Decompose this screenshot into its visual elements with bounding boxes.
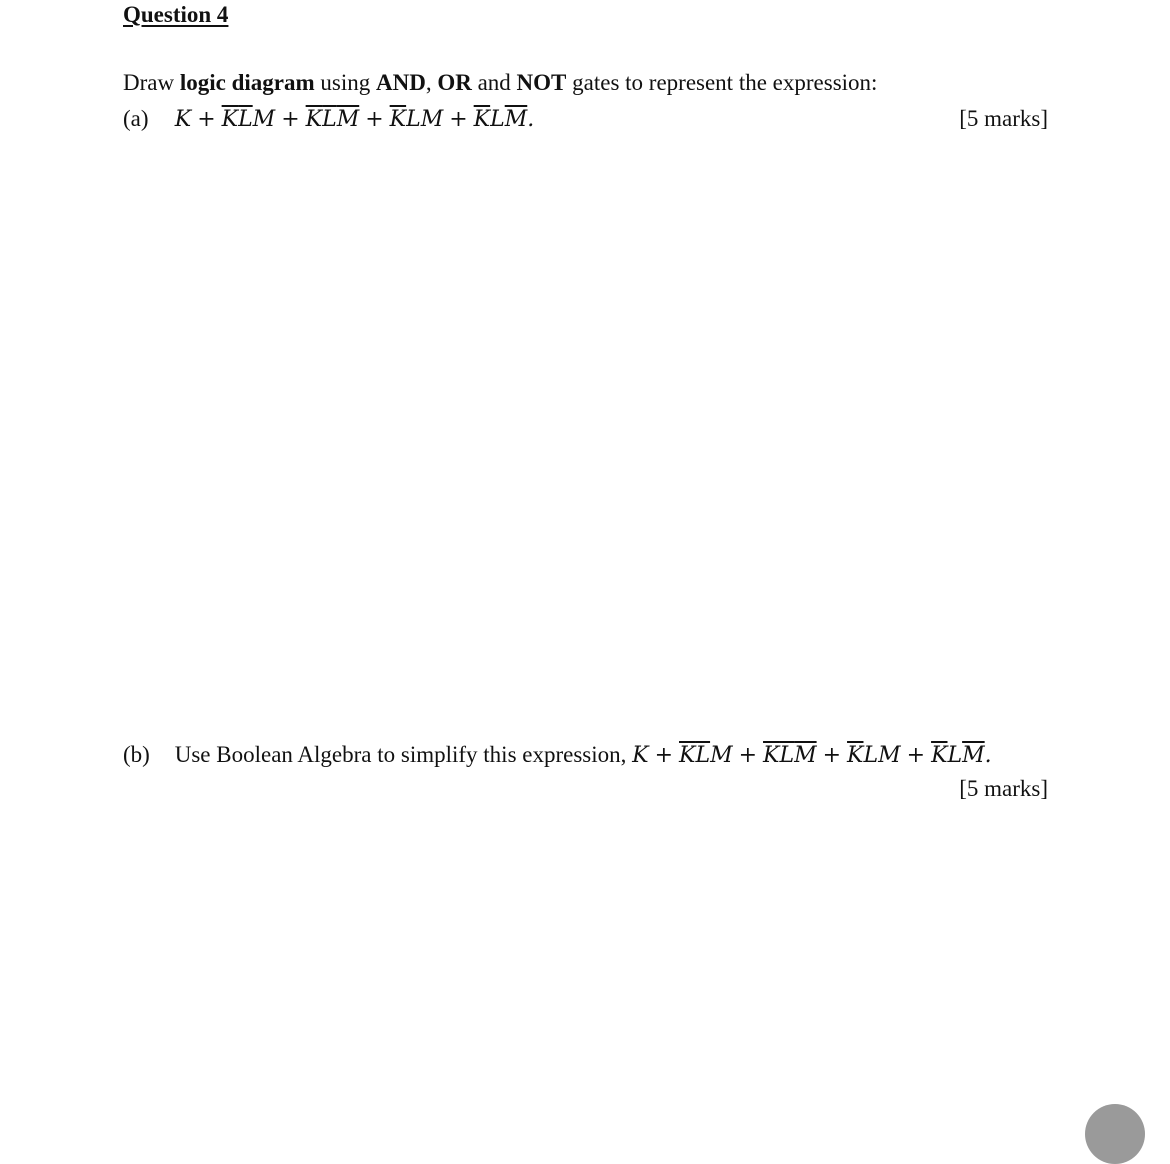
plus-sign: + bbox=[738, 743, 758, 768]
expr-var-k-bar: $\overline{K}$ bbox=[389, 107, 407, 132]
expr-var-l-bar: $\overline{L}$ bbox=[322, 107, 337, 132]
expr-var-k-bar: $\overline{K}$ bbox=[221, 107, 239, 132]
plus-sign: + bbox=[281, 107, 300, 132]
expr-var-l-bar: $\overline{L}$ bbox=[779, 743, 795, 768]
plus-sign: + bbox=[197, 107, 216, 132]
part-a-line bbox=[123, 106, 534, 132]
expr-var-m: M bbox=[710, 743, 733, 768]
expr-var-k-bar: $\overline{K}$ bbox=[847, 743, 864, 768]
part-b-expression bbox=[632, 743, 992, 768]
expr-var-l-bar: $\overline{L}$ bbox=[238, 107, 253, 132]
instruction-text: Draw bbox=[123, 70, 180, 95]
expr-var-k-bar: $\overline{K}$ bbox=[305, 107, 323, 132]
instruction-bold-logic-diagram: logic diagram bbox=[179, 70, 315, 95]
part-a-label: (a) bbox=[123, 106, 149, 131]
expr-var-k-bar: $\overline{K}$ bbox=[679, 743, 696, 768]
expr-term-k: K bbox=[174, 107, 192, 132]
part-b-line bbox=[123, 742, 992, 768]
instruction-bold-or: OR bbox=[437, 70, 472, 95]
expr-period: . bbox=[527, 107, 535, 132]
question-instruction bbox=[123, 70, 877, 96]
instruction-bold-and: AND bbox=[375, 70, 426, 95]
expr-var-k-bar: $\overline{K}$ bbox=[931, 743, 948, 768]
part-b-marks: [5 marks] bbox=[959, 776, 1048, 801]
instruction-text: and bbox=[471, 70, 517, 95]
expr-var-l-bar: $\overline{L}$ bbox=[695, 743, 711, 768]
plus-sign: + bbox=[906, 743, 926, 768]
part-a-marks: [5 marks] bbox=[959, 106, 1048, 131]
expr-var-l: L bbox=[947, 743, 963, 768]
expr-var-lm: LM bbox=[406, 107, 444, 132]
expr-var-m-bar: $\overline{M}$ bbox=[962, 743, 985, 768]
expr-var-lm: LM bbox=[863, 743, 901, 768]
expr-var-k-bar: $\overline{K}$ bbox=[473, 107, 491, 132]
question-heading: Question 4 bbox=[123, 2, 229, 27]
part-a-expression bbox=[175, 107, 535, 132]
plus-sign: + bbox=[449, 107, 468, 132]
expr-var-l: L bbox=[490, 107, 505, 132]
expr-var-m-bar: $\overline{M}$ bbox=[794, 743, 817, 768]
expr-term-k: K bbox=[632, 743, 649, 768]
instruction-text: gates to represent the expression: bbox=[566, 70, 878, 95]
instruction-text: , bbox=[425, 70, 438, 95]
expr-period: . bbox=[984, 743, 992, 768]
expr-var-m: M bbox=[252, 107, 276, 132]
expr-var-m-bar: $\overline{M}$ bbox=[504, 107, 528, 132]
instruction-bold-not: NOT bbox=[516, 70, 567, 95]
plus-sign: + bbox=[365, 107, 384, 132]
part-b-text: Use Boolean Algebra to simplify this expression, bbox=[174, 742, 633, 767]
instruction-text: using bbox=[314, 70, 376, 95]
part-b-label: (b) bbox=[123, 742, 150, 767]
expr-var-k-bar: $\overline{K}$ bbox=[763, 743, 780, 768]
floating-action-button[interactable] bbox=[1085, 1104, 1145, 1164]
expr-var-m-bar: $\overline{M}$ bbox=[336, 107, 360, 132]
plus-sign: + bbox=[654, 743, 674, 768]
plus-sign: + bbox=[822, 743, 842, 768]
